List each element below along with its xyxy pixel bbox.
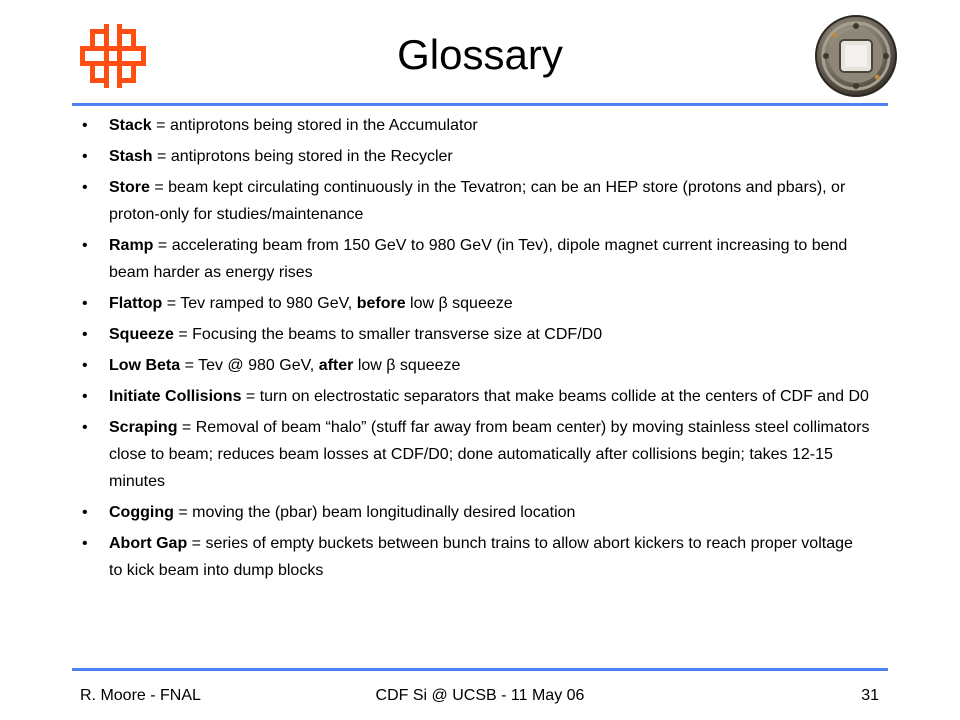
bullet-icon: • <box>82 326 88 343</box>
equals-sign: = <box>153 237 172 254</box>
list-item <box>80 174 870 228</box>
bullet-icon: • <box>82 419 88 436</box>
header-rule <box>72 103 888 106</box>
glossary-definition: Removal of beam “halo” (stuff far away from beam center) by moving stainless steel collimators close to beam; reduces beam losses at CDF/D0; done automatically after collisions begin; takes 12-15 minutes <box>109 419 870 490</box>
glossary-definition: Tev @ 980 GeV, <box>198 357 319 374</box>
equals-sign: = <box>177 419 196 436</box>
glossary-term: Store <box>109 179 150 196</box>
list-item <box>80 352 870 379</box>
slide-number: 31 <box>861 687 879 704</box>
bullet-icon: • <box>82 237 88 254</box>
page-title: Glossary <box>397 31 563 78</box>
equals-sign: = <box>162 295 181 312</box>
bullet-icon: • <box>82 388 88 405</box>
emphasis-text: before <box>356 295 406 312</box>
bullet-icon: • <box>82 535 88 552</box>
glossary-term: Squeeze <box>109 326 174 343</box>
bullet-icon: • <box>82 295 88 312</box>
list-item <box>80 143 870 170</box>
glossary-term: Cogging <box>109 504 174 521</box>
glossary-definition: series of empty buckets between bunch trains to allow abort kickers to reach proper voltage to kick beam into dump blocks <box>109 535 853 579</box>
glossary-definition: moving the (pbar) beam longitudinally desired location <box>192 504 576 521</box>
list-item <box>80 414 870 495</box>
equals-sign: = <box>180 357 199 374</box>
equals-sign: = <box>187 535 206 552</box>
footer-event: CDF Si @ UCSB - 11 May 06 <box>375 687 585 704</box>
glossary-term: Initiate Collisions <box>109 388 242 405</box>
glossary-definition: antiprotons being stored in the Accumulator <box>169 117 478 134</box>
bullet-icon: • <box>82 148 88 165</box>
list-item <box>80 383 870 410</box>
glossary-definition: accelerating beam from 150 GeV to 980 GeV (in Tev), dipole magnet current increasing to bend beam harder as energy rises <box>109 237 848 281</box>
glossary-term: Abort Gap <box>109 535 188 552</box>
equals-sign: = <box>173 326 193 343</box>
bullet-icon: • <box>82 179 88 196</box>
list-item <box>80 112 870 139</box>
bullet-icon: • <box>82 117 88 134</box>
list-item <box>80 290 870 317</box>
equals-sign: = <box>173 504 193 521</box>
list-item <box>80 499 870 526</box>
glossary-term: Low Beta <box>109 357 181 374</box>
footer-rule <box>72 668 888 671</box>
glossary-definition: Focusing the beams to smaller transverse size at CDF/D0 <box>192 326 603 343</box>
glossary-term: Ramp <box>109 237 154 254</box>
glossary-definition: low β squeeze <box>353 357 461 374</box>
glossary-definition: antiprotons being stored in the Recycler <box>170 148 453 165</box>
bullet-icon: • <box>82 504 88 521</box>
glossary-term: Stash <box>109 148 153 165</box>
glossary-term: Flattop <box>109 295 163 312</box>
emphasis-text: after <box>318 357 354 374</box>
equals-sign: = <box>152 148 171 165</box>
bullet-icon: • <box>82 357 88 374</box>
glossary-definition: low β squeeze <box>405 295 513 312</box>
list-item <box>80 321 870 348</box>
glossary-definition: turn on electrostatic separators that make beams collide at the centers of CDF and D0 <box>259 388 869 405</box>
glossary-definition: Tev ramped to 980 GeV, <box>180 295 357 312</box>
equals-sign: = <box>151 117 170 134</box>
glossary-list <box>80 112 870 588</box>
glossary-term: Stack <box>109 117 152 134</box>
equals-sign: = <box>149 179 169 196</box>
glossary-term: Scraping <box>109 419 178 436</box>
list-item <box>80 530 870 584</box>
list-item <box>80 232 870 286</box>
equals-sign: = <box>241 388 260 405</box>
footer-author: R. Moore - FNAL <box>80 687 201 704</box>
glossary-definition: beam kept circulating continuously in the Tevatron; can be an HEP store (protons and pbars), or proton-only for studies/maintenance <box>109 179 846 223</box>
